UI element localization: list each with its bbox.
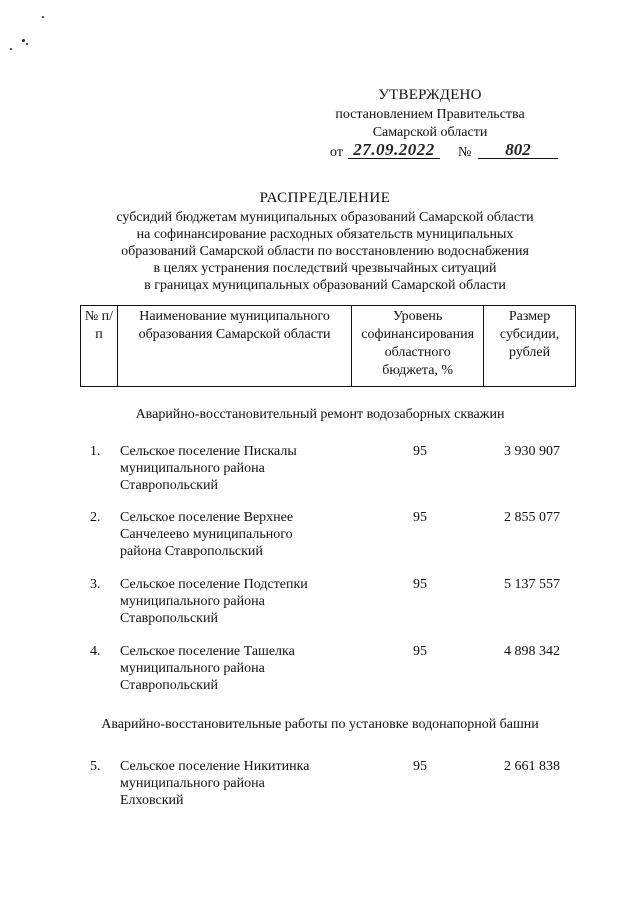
heading-line: в целях устранения последствий чрезвычайных ситуаций [153, 261, 497, 276]
handwritten-date: 27.09.2022 [348, 141, 440, 159]
row-name-line: Ставропольский [120, 611, 218, 626]
row-name [120, 576, 320, 627]
approval-line-3: Самарской области [372, 125, 488, 140]
heading-title: РАСПРЕДЕЛЕНИЕ [259, 190, 391, 206]
row-level: 95 [413, 577, 427, 592]
row-name [120, 509, 320, 560]
table-row [0, 643, 640, 703]
row-level: 95 [413, 444, 427, 459]
scan-speck [10, 48, 12, 50]
row-name [120, 643, 320, 694]
heading-line: на софинансирование расходных обязательств муниципальных [136, 227, 514, 242]
approval-title: УТВЕРЖДЕНО [378, 87, 482, 103]
row-name-line: муниципального района [120, 594, 265, 609]
row-name-line: Елховский [120, 793, 184, 808]
table-header [80, 305, 576, 387]
column-header-name: Наименование муниципального образования Самарской области [117, 306, 351, 387]
row-name-line: Санчелеево муниципального [120, 527, 293, 542]
row-name-line: Сельское поселение Подстепки [120, 577, 308, 592]
scan-speck [42, 16, 44, 18]
row-name [120, 443, 320, 494]
row-name-line: Сельское поселение Верхнее [120, 510, 294, 525]
row-amount: 3 930 907 [504, 444, 560, 459]
number-prefix: № [458, 145, 472, 160]
column-header-number: № п/п [81, 306, 118, 387]
heading-line: образований Самарской области по восстановлению водоснабжения [121, 244, 529, 259]
section-title: Аварийно-восстановительные работы по установке водонапорной башни [101, 717, 539, 732]
row-name-line: Ставропольский [120, 678, 218, 693]
section-title: Аварийно-восстановительный ремонт водозаборных скважин [135, 407, 505, 422]
scan-speck [22, 39, 25, 42]
row-number: 5. [90, 759, 101, 774]
approval-date-line [300, 140, 560, 163]
scan-speck [26, 43, 28, 45]
handwritten-number: 802 [478, 141, 558, 159]
row-name-line: Сельское поселение Ташелка [120, 644, 295, 659]
row-name-line: муниципального района [120, 661, 265, 676]
row-amount: 2 855 077 [504, 510, 560, 525]
row-number: 4. [90, 644, 101, 659]
row-name [120, 758, 320, 809]
column-header-level: Уровень софинансирования областного бюджета, % [352, 306, 484, 387]
row-name-line: муниципального района [120, 461, 265, 476]
row-number: 3. [90, 577, 101, 592]
table-row [0, 443, 640, 503]
row-name-line: района Ставропольский [120, 544, 263, 559]
row-level: 95 [413, 644, 427, 659]
row-name-line: Ставропольский [120, 478, 218, 493]
row-number: 2. [90, 510, 101, 525]
heading-line: субсидий бюджетам муниципальных образований Самарской области [116, 210, 534, 225]
date-prefix: от [330, 145, 343, 160]
approval-line-2: постановлением Правительства [335, 107, 525, 122]
row-name-line: Сельское поселение Пискалы [120, 444, 297, 459]
document-heading [60, 190, 590, 294]
row-number: 1. [90, 444, 101, 459]
row-name-line: муниципального района [120, 776, 265, 791]
row-amount: 4 898 342 [504, 644, 560, 659]
row-name-line: Сельское поселение Никитинка [120, 759, 310, 774]
table-row [0, 509, 640, 569]
approval-block [300, 87, 560, 163]
table-row [0, 576, 640, 636]
heading-line: в границах муниципальных образований Самарской области [144, 278, 506, 293]
row-level: 95 [413, 759, 427, 774]
row-amount: 5 137 557 [504, 577, 560, 592]
row-level: 95 [413, 510, 427, 525]
column-header-amount: Размер субсидии, рублей [484, 306, 576, 387]
row-amount: 2 661 838 [504, 759, 560, 774]
table-row [0, 758, 640, 818]
